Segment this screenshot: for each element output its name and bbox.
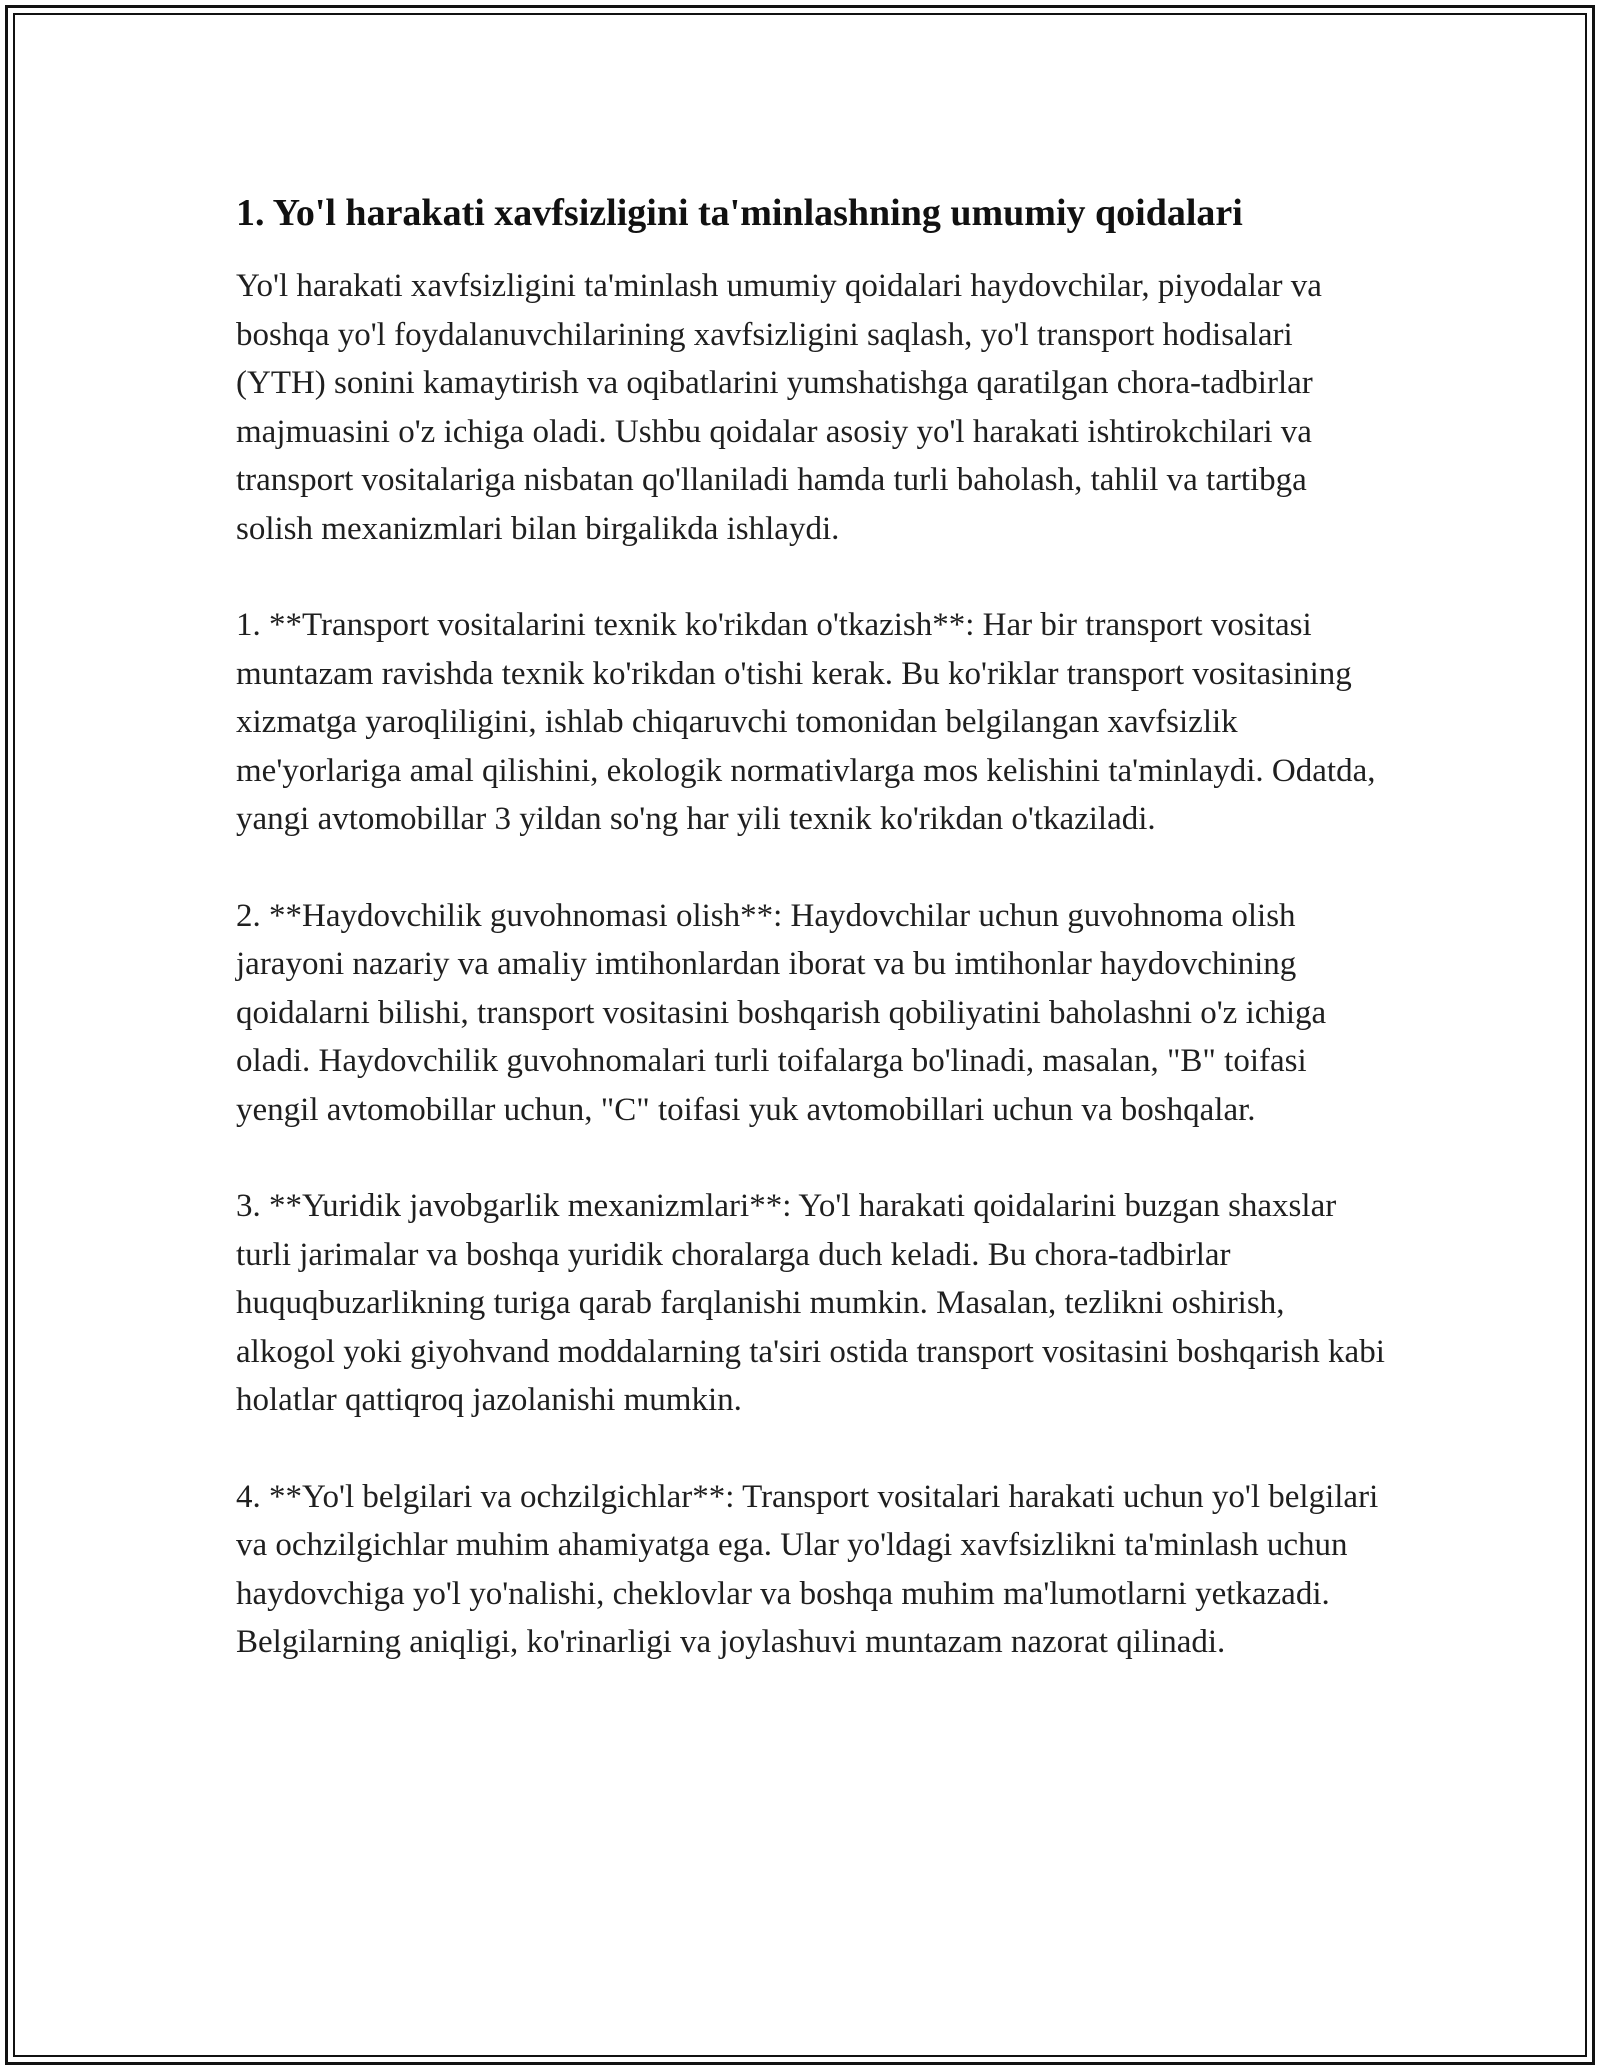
paragraph-driving-license: 2. **Haydovchilik guvohnomasi olish**: Haydovchilar uchun guvohnoma olish jarayoni nazariy va amaliy imtihonlardan iborat va bu imtihonlar haydovchining qoidalarni bilishi, transport vositasini boshqarish qobiliyatini baholashni o'z ichiga oladi. Haydovchilik guvohnomalari turli toifalarga bo'linadi, masalan, "B" toifasi yengil avtomobillar uchun, "C" toifasi yuk avtomobillari uchun va boshqalar. [236, 897, 1327, 1128]
intro-paragraph: Yo'l harakati xavfsizligini ta'minlash umumiy qoidalari haydovchilar, piyodalar va boshqa yo'l foydalanuvchilarining xavfsizligini saqlash, yo'l transport hodisalari (YTH) sonini kamaytirish va oqibatlarini yumshatishga qaratilgan chora-tadbirlar majmuasini o'z ichiga oladi. Ushbu qoidalar asosiy yo'l harakati ishtirokchilari va transport vositalariga nisbatan qo'llaniladi hamda turli baholash, tahlil va tartibga solish mexanizmlari bilan birgalikda ishlaydi. [236, 268, 1322, 547]
document-body [236, 188, 1386, 1715]
document-title: 1. Yo'l harakati xavfsizligini ta'minlashning umumiy qoidalari [236, 192, 1243, 234]
paragraph-technical-inspection: 1. **Transport vositalarini texnik ko'rikdan o'tkazish**: Har bir transport vositasi muntazam ravishda texnik ko'rikdan o'tishi kerak. Bu ko'riklar transport vositasining xizmatga yaroqliligini, ishlab chiqaruvchi tomonidan belgilangan xavfsizlik me'yorlariga amal qilishini, ekologik normativlarga mos kelishini ta'minlaydi. Odatda, yangi avtomobillar 3 yildan so'ng har yili texnik ko'rikdan o'tkaziladi. [236, 607, 1376, 837]
paragraph-road-signs: 4. **Yo'l belgilari va ochzilgichlar**: Transport vositalari harakati uchun yo'l belgilari va ochzilgichlar muhim ahamiyatga ega. Ular yo'ldagi xavfsizlikni ta'minlash uchun haydovchiga yo'l yo'nalishi, cheklovlar va boshqa muhim ma'lumotlarni yetkazadi. Belgilarning aniqligi, ko'rinarligi va joylashuvi muntazam nazorat qilinadi. [236, 1478, 1379, 1660]
paragraph-legal-liability: 3. **Yuridik javobgarlik mexanizmlari**: Yo'l harakati qoidalarini buzgan shaxslar turli jarimalar va boshqa yuridik choralarga duch keladi. Bu chora-tadbirlar huquqbuzarlikning turiga qarab farqlanishi mumkin. Masalan, tezlikni oshirish, alkogol yoki giyohvand moddalarning ta'siri ostida transport vositasini boshqarish kabi holatlar qattiqroq jazolanishi mumkin. [236, 1188, 1385, 1418]
